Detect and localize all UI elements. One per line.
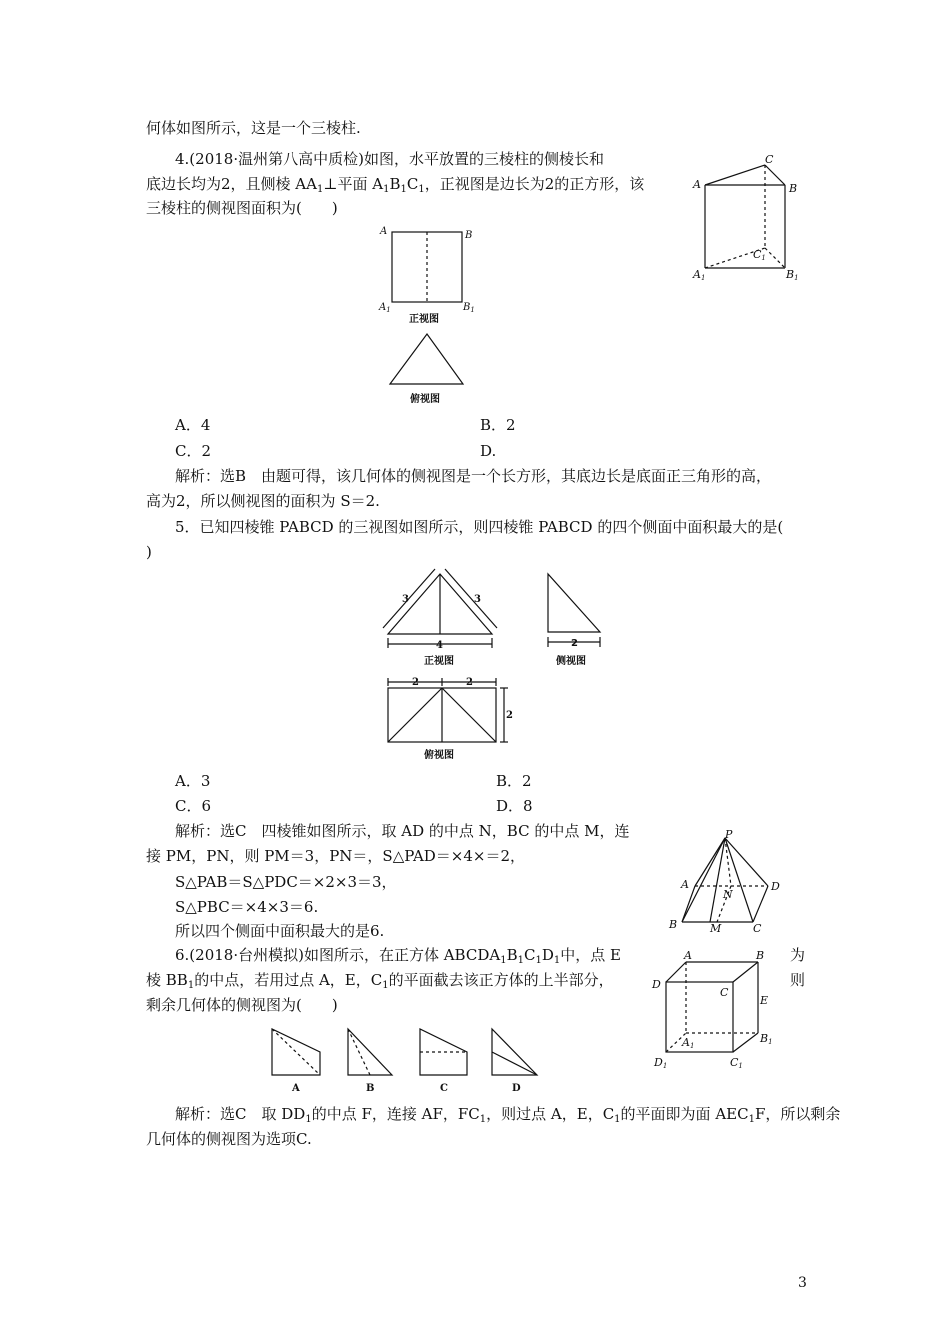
label-m: M: [710, 922, 722, 934]
question-5-line2: ): [146, 543, 152, 561]
q5-front-view: [378, 566, 508, 668]
label-c: C: [765, 153, 774, 166]
prism-figure: [685, 150, 805, 285]
label-a: A: [684, 949, 692, 962]
question-6-line2-end: 则: [790, 971, 806, 989]
label-d1: D1: [654, 1056, 668, 1070]
label-b: B: [789, 182, 798, 195]
label-b: B: [756, 949, 765, 962]
question-4-line2: 底边长均为2，且侧棱 $AA_1\perp$平面 $A_1B_1C_1$，正视图是边长为2的正方形，该: [146, 175, 645, 195]
label-e: E: [760, 994, 769, 1007]
option-c: C．6: [175, 797, 212, 815]
dim-label: 3: [402, 594, 409, 605]
top-view-triangle: [380, 330, 470, 410]
solution-4-line1: 解析：选B 由题可得，该几何体的侧视图是一个长方形，其底边长是底面正三角形的高，: [175, 467, 772, 485]
option-label-a: A: [292, 1083, 300, 1094]
label-a1: $A_1$: [379, 302, 391, 314]
option-b: B．2: [496, 772, 532, 790]
label-c: C: [753, 922, 762, 934]
front-view-square: [375, 222, 485, 327]
label-b: B: [669, 918, 678, 931]
q6-option-figures: [262, 1025, 552, 1097]
side-view-caption: 侧视图: [556, 656, 586, 667]
label-a: A: [380, 226, 388, 237]
dim-label: 2: [506, 710, 513, 721]
option-a: A．3: [175, 772, 211, 790]
label-c1: C1: [730, 1056, 743, 1070]
question-5-line1: 5．已知四棱锥 PABCD 的三视图如图所示，则四棱锥 PABCD 的四个侧面中面积最大的是(: [175, 518, 784, 536]
label-c1: C1: [753, 248, 766, 262]
q5-top-view: [378, 674, 518, 764]
label-a: A: [681, 878, 689, 891]
dim-label: 2: [571, 638, 578, 649]
question-6-line1: 6.(2018·台州模拟)如图所示，在正方体 $ABCDA_1B_1C_1D_1$中，点 E: [175, 946, 621, 966]
question-6-line1-end: 为: [790, 946, 806, 964]
solution-5-line2: 接 PM，PN，则 PM＝3，PN＝，S△PAD＝×4×＝2，: [146, 847, 526, 865]
cube-figure: [648, 948, 778, 1074]
top-view-caption: 俯视图: [424, 750, 454, 761]
option-c: C．2: [175, 442, 212, 460]
text-line: 何体如图所示，这是一个三棱柱.: [146, 119, 361, 137]
page-number: 3: [798, 1275, 807, 1291]
solution-5-line3: S△PAB＝S△PDC＝×2×3＝3，: [175, 873, 397, 891]
question-4-line3: 三棱柱的侧视图面积为( ): [146, 199, 338, 217]
label-n: N: [723, 888, 733, 901]
solution-6-line1: 解析：选C 取 $DD_1$的中点 F，连接 AF，$FC_1$，则过点 A，E，$C_1$的平面即为面 $AEC_1F$，所以剩余: [175, 1105, 841, 1125]
question-6-line2: 棱 $BB_1$的中点，若用过点 A，E，$C_1$的平面截去该正方体的上半部分，: [146, 971, 614, 991]
label-b: B: [465, 230, 473, 241]
label-a1: A1: [693, 268, 706, 282]
question-6-line3: 剩余几何体的侧视图为( ): [146, 996, 338, 1014]
label-b1: B1: [786, 268, 799, 282]
dim-label: 4: [436, 640, 443, 651]
option-d: D.: [480, 442, 497, 460]
label-p: P: [725, 828, 733, 841]
label-a: A: [693, 178, 701, 191]
solution-5-line4: S△PBC＝×4×3＝6.: [175, 898, 319, 916]
option-label-d: D: [512, 1083, 521, 1094]
option-a: A．4: [175, 416, 211, 434]
pyramid-figure: [665, 828, 785, 934]
dim-label: 2: [412, 677, 419, 688]
dim-label: 3: [474, 594, 481, 605]
option-d: D．8: [496, 797, 533, 815]
solution-6-line2: 几何体的侧视图为选项C.: [146, 1130, 312, 1148]
label-b1: $B_1$: [463, 302, 475, 314]
solution-4-line2: 高为2，所以侧视图的面积为 S＝2.: [146, 492, 380, 510]
solution-5-line1: 解析：选C 四棱锥如图所示，取 AD 的中点 N，BC 的中点 M，连: [175, 822, 630, 840]
option-b: B．2: [480, 416, 516, 434]
top-view-caption: 俯视图: [410, 394, 440, 405]
dim-label: 2: [466, 677, 473, 688]
front-view-caption: 正视图: [409, 314, 439, 325]
option-label-c: C: [440, 1083, 448, 1094]
option-label-b: B: [366, 1083, 375, 1094]
label-d: D: [771, 880, 780, 893]
label-a1: A1: [682, 1036, 695, 1050]
front-view-caption: 正视图: [424, 656, 454, 667]
question-4-line1: 4.(2018·温州第八高中质检)如图，水平放置的三棱柱的侧棱长和: [175, 150, 604, 168]
label-c: C: [720, 986, 729, 999]
label-d: D: [652, 978, 661, 991]
label-b1: B1: [760, 1032, 773, 1046]
q5-side-view: [540, 570, 610, 668]
solution-5-line5: 所以四个侧面中面积最大的是6.: [175, 922, 385, 940]
